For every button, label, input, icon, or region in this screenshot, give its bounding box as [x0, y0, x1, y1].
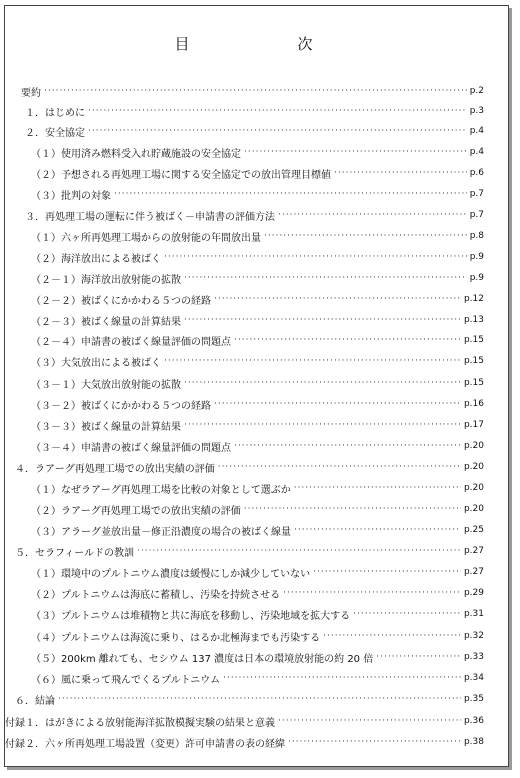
dot-leader — [184, 273, 467, 283]
dot-leader — [164, 252, 467, 262]
toc-entry — [5, 351, 508, 371]
toc-entry-page: p.27 — [463, 567, 484, 577]
dot-leader — [88, 126, 467, 136]
toc-entry — [5, 142, 508, 162]
toc-entry-page: p.6 — [469, 168, 484, 178]
toc-entry-page: p.13 — [463, 315, 484, 325]
dot-leader — [114, 189, 467, 199]
toc-entry — [5, 562, 508, 582]
toc-entry — [5, 499, 508, 519]
toc-entry-page: p.35 — [463, 694, 484, 704]
toc-entry — [5, 436, 508, 456]
toc-entry — [5, 711, 508, 731]
toc-entry-page: p.15 — [463, 335, 484, 345]
dot-leader — [244, 504, 461, 514]
toc-entry — [5, 101, 508, 121]
toc-entry-label: 付録１．はがきによる放射能海洋拡散模擬実験の結果と意義 — [5, 717, 275, 729]
toc-entry-page: p.12 — [463, 294, 484, 304]
toc-entry-page: p.31 — [463, 609, 484, 619]
toc-entry — [5, 163, 508, 183]
toc-entry-page: p.9 — [469, 252, 484, 262]
toc-entry — [5, 81, 508, 101]
toc-entry-page: p.9 — [469, 273, 484, 283]
toc-entry-label: （１）使用済み燃料受入れ貯蔵施設の安全協定 — [31, 148, 241, 160]
toc-entry-label: （２－１）海洋放出放射能の拡散 — [31, 274, 181, 286]
dot-leader — [353, 609, 461, 619]
toc-entry — [5, 457, 508, 477]
toc-entry-label: １．はじめに — [25, 107, 85, 119]
dot-leader — [214, 399, 461, 409]
toc-entry-label: （１）六ヶ所再処理工場からの放射能の年間放出量 — [31, 232, 261, 244]
toc-entry-label: （２）プルトニウムは海底に蓄積し、汚染を持続させる — [31, 589, 281, 601]
toc-entry — [5, 689, 508, 709]
dot-leader — [44, 86, 467, 96]
toc-entry-label: ４．ラアーグ再処理工場での放出実績の評価 — [15, 463, 215, 475]
toc-entry-label: （３）プルトニウムは堆積物と共に海底を移動し、汚染地域を拡大する — [31, 610, 351, 622]
dot-leader — [234, 335, 461, 345]
toc-entry-page: p.20 — [463, 462, 484, 472]
toc-entry-label: （３－３）被ばく線量の計算結果 — [31, 421, 181, 433]
toc-entry — [5, 520, 508, 540]
toc-entry-label: （１）なぜラアーグ再処理工場を比較の対象として選ぶか — [31, 484, 291, 496]
toc-entry-page: p.2 — [469, 86, 484, 96]
dot-leader — [218, 462, 461, 472]
toc-entry — [5, 604, 508, 624]
dot-leader — [376, 652, 461, 662]
dot-leader — [264, 231, 467, 241]
toc-entry-page: p.4 — [469, 147, 484, 157]
toc-entry-page: p.20 — [463, 483, 484, 493]
dot-leader — [214, 294, 461, 304]
toc-entry — [5, 184, 508, 204]
toc-entry — [5, 541, 508, 561]
toc-entry-page: p.29 — [463, 588, 484, 598]
page-title: 目 次 — [174, 35, 339, 53]
toc-entry-page: p.7 — [469, 210, 484, 220]
toc-entry-page: p.34 — [463, 673, 484, 683]
dot-leader — [334, 168, 467, 178]
toc-entry — [5, 394, 508, 414]
toc-entry-label: （１）環境中のプルトニウム濃度は緩慢にしか減少していない — [31, 568, 311, 580]
toc-entry — [5, 647, 508, 667]
toc-entry-page: p.20 — [463, 441, 484, 451]
dot-leader — [288, 737, 461, 747]
toc-entry — [5, 415, 508, 435]
toc-entry-label: ２．安全協定 — [25, 127, 85, 139]
toc-entry — [5, 310, 508, 330]
toc-entry — [5, 583, 508, 603]
toc-entry-page: p.32 — [463, 631, 484, 641]
toc-entry-label: （５）200km 離れても、セシウム 137 濃度は日本の環境放射能の約 20 倍 — [31, 653, 374, 665]
dot-leader — [278, 210, 467, 220]
toc-entry — [5, 668, 508, 688]
toc-entry — [5, 626, 508, 646]
dot-leader — [323, 631, 461, 641]
dot-leader — [184, 420, 461, 430]
toc-entry-label: 要約 — [21, 87, 41, 99]
toc-entry-label: （３－２）被ばくにかかわる５つの経路 — [31, 400, 211, 412]
toc-entry — [5, 247, 508, 267]
toc-entry-page: p.8 — [469, 231, 484, 241]
toc-entry-label: （２）海洋放出による被ばく — [31, 253, 161, 265]
toc-entry-label: （３－４）申請書の被ばく線量評価の問題点 — [31, 442, 231, 454]
toc-entry-label: （３）批判の対象 — [31, 190, 111, 202]
toc-entry — [5, 205, 508, 225]
dot-leader — [244, 147, 467, 157]
toc-entry-label: （２）ラアーグ再処理工場での放出実績の評価 — [31, 505, 241, 517]
toc-entry — [5, 226, 508, 246]
toc-entry-label: 付録２．六ヶ所再処理工場設置（変更）許可申請書の表の経緯 — [5, 738, 285, 750]
toc-entry — [5, 373, 508, 393]
toc-entry-label: （２）予想される再処理工場に関する安全協定での放出管理目標値 — [31, 169, 331, 181]
toc-entry-page: p.15 — [463, 356, 484, 366]
toc-entry-page: p.15 — [463, 378, 484, 388]
toc-entry-page: p.7 — [469, 189, 484, 199]
dot-leader — [294, 483, 461, 493]
dot-leader — [313, 567, 461, 577]
dot-leader — [184, 378, 461, 388]
dot-leader — [184, 315, 461, 325]
toc-entry-label: （４）プルトニウムは海流に乗り、はるか北極海までも汚染する — [31, 632, 321, 644]
dot-leader — [137, 546, 461, 556]
toc-entry-page: p.36 — [463, 716, 484, 726]
toc-entry-label: （２－４）申請書の被ばく線量評価の問題点 — [31, 336, 231, 348]
dot-leader — [278, 716, 461, 726]
toc-entry-label: （２－３）被ばく線量の計算結果 — [31, 316, 181, 328]
toc-entry-page: p.38 — [463, 737, 484, 747]
toc-entry-page: p.27 — [463, 546, 484, 556]
toc-entry-label: （２－２）被ばくにかかわる５つの経路 — [31, 295, 211, 307]
toc-entry-label: （３－１）大気放出放射能の拡散 — [31, 379, 181, 391]
toc-entry-label: （３）大気放出による被ばく — [31, 357, 161, 369]
toc-entry-label: （６）風に乗って飛んでくるプルトニウム — [31, 674, 221, 686]
toc-entry — [5, 289, 508, 309]
toc-entry — [5, 478, 508, 498]
dot-leader — [58, 694, 461, 704]
toc-entry-page: p.4 — [469, 126, 484, 136]
toc-entry-label: ６．結論 — [15, 695, 55, 707]
dot-leader — [234, 441, 461, 451]
dot-leader — [283, 588, 461, 598]
toc-entry-label: （３）アラーグ並放出量－修正沿濃度の場合の被ばく線量 — [31, 526, 291, 538]
toc-entry-page: p.20 — [463, 504, 484, 514]
toc-entry-label: ５．セラフィールドの教訓 — [15, 547, 134, 559]
dot-leader — [164, 356, 461, 366]
toc-entry-page: p.33 — [463, 652, 484, 662]
toc-entry-page: p.17 — [463, 420, 484, 430]
dot-leader — [294, 525, 461, 535]
dot-leader — [88, 106, 467, 116]
toc-entry-label: ３．再処理工場の運転に伴う被ばく－申請書の評価方法 — [25, 211, 275, 223]
toc-entry-page: p.25 — [463, 525, 484, 535]
toc-entry — [5, 268, 508, 288]
toc-entry — [5, 732, 508, 752]
dot-leader — [223, 673, 461, 683]
toc-entry — [5, 121, 508, 141]
toc-entry — [5, 330, 508, 350]
toc-entry-page: p.3 — [469, 106, 484, 116]
toc-entry-page: p.16 — [463, 399, 484, 409]
document-page — [4, 5, 509, 767]
